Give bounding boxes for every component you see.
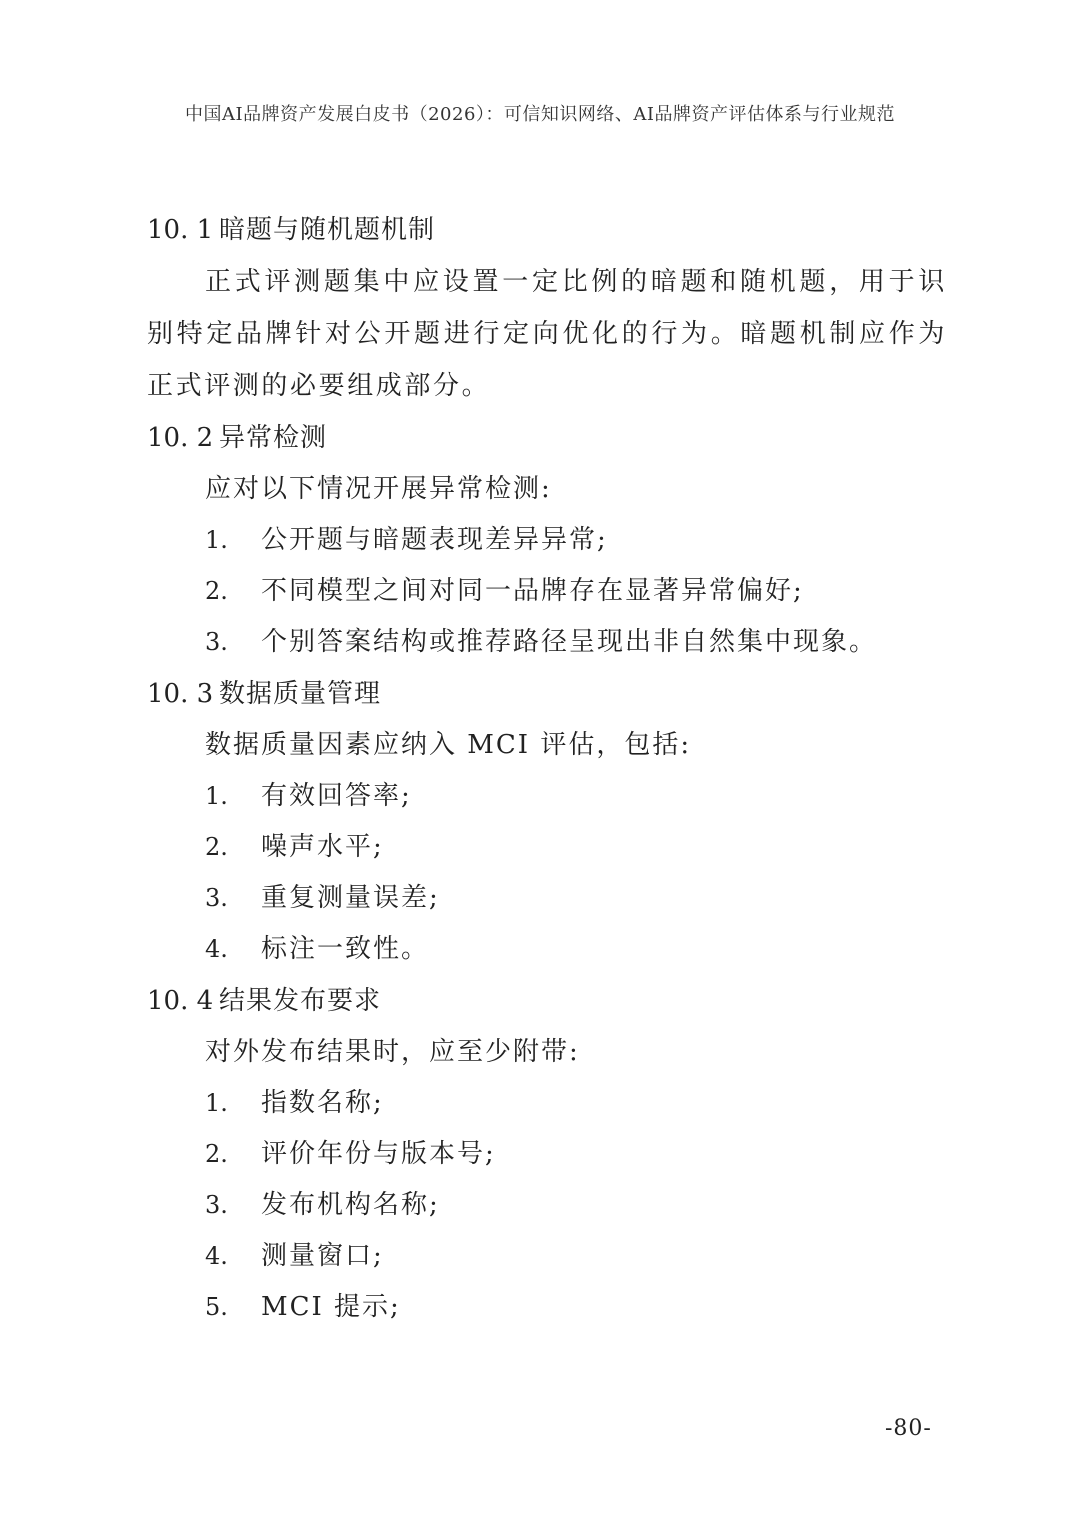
list-item-index: 3. (205, 1191, 228, 1219)
list-item-text: 指数名称; (261, 1088, 384, 1118)
section-heading (147, 412, 947, 464)
list-item-index: 4. (205, 1242, 228, 1270)
list-item-text: 公开题与暗题表现差异异常; (261, 525, 608, 555)
list-item-text: 有效回答率; (261, 781, 412, 811)
list-item-text: 不同模型之间对同一品牌存在显著异常偏好; (261, 576, 804, 606)
list-item (147, 873, 947, 924)
list-item (147, 1078, 947, 1129)
list-item-text: 测量窗口; (261, 1241, 384, 1271)
list-item (147, 1231, 947, 1282)
section-heading (147, 204, 947, 256)
list-item (147, 924, 947, 975)
list-item-index: 3. (205, 628, 228, 656)
list-item-index: 2. (205, 833, 228, 861)
list-item (147, 566, 947, 617)
running-header: 中国AI品牌资产发展白皮书（2026）：可信知识网络、AI品牌资产评估体系与行业规范 (184, 104, 896, 125)
section-intro: 数据质量因素应纳入 MCI 评估，包括: (205, 730, 692, 760)
list-item-index: 1. (205, 526, 228, 554)
list-item-index: 1. (205, 1089, 228, 1117)
list-item-text: 噪声水平; (261, 832, 384, 862)
list-item-index: 1. (205, 782, 228, 810)
list-item (147, 771, 947, 822)
section-heading (147, 975, 947, 1027)
page-number: -80- (885, 1416, 932, 1441)
list-item (147, 822, 947, 873)
section-heading (147, 668, 947, 720)
section-title: 结果发布要求 (219, 986, 382, 1016)
section-paragraph: 正式评测题集中应设置一定比例的暗题和随机题，用于识别特定品牌针对公开题进行定向优化的行为。暗题机制应作为正式评测的必要组成部分。 (147, 267, 947, 401)
section-number: 10. 3 (147, 679, 214, 709)
list-item-text: MCI 提示; (261, 1292, 401, 1322)
list-item-text: 发布机构名称; (261, 1190, 440, 1220)
list-item (147, 1129, 947, 1180)
section-title: 异常检测 (219, 423, 328, 453)
section-number: 10. 2 (147, 423, 214, 453)
list-item-text: 个别答案结构或推荐路径呈现出非自然集中现象。 (261, 627, 878, 657)
list-item-text: 评价年份与版本号; (261, 1139, 496, 1169)
list-item-text: 重复测量误差; (261, 883, 440, 913)
list-item (147, 617, 947, 668)
section-intro: 应对以下情况开展异常检测: (205, 474, 552, 504)
section-intro: 对外发布结果时，应至少附带: (205, 1037, 580, 1067)
list-item-index: 2. (205, 1140, 228, 1168)
list-item-index: 2. (205, 577, 228, 605)
section-number: 10. 1 (147, 215, 214, 245)
list-item-index: 5. (205, 1293, 228, 1321)
section-number: 10. 4 (147, 986, 214, 1016)
list-item-index: 4. (205, 935, 228, 963)
page-body (147, 204, 947, 1333)
section-title: 数据质量管理 (219, 679, 382, 709)
list-item (147, 1180, 947, 1231)
list-item (147, 1282, 947, 1333)
list-item (147, 515, 947, 566)
section-title: 暗题与随机题机制 (219, 215, 436, 245)
list-item-index: 3. (205, 884, 228, 912)
list-item-text: 标注一致性。 (261, 934, 430, 964)
